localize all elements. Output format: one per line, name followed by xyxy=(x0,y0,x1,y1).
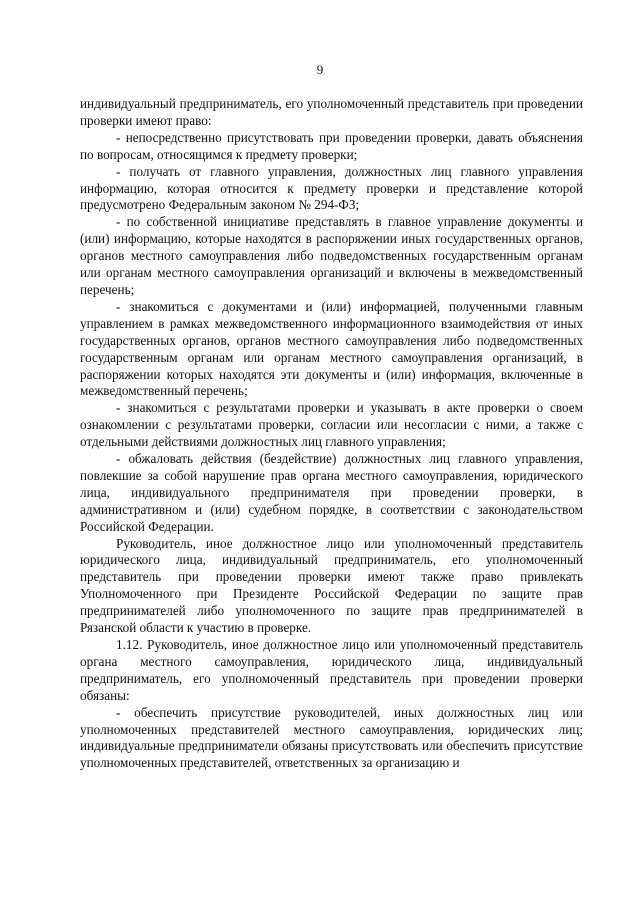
paragraph: - обжаловать действия (бездействие) должностных лиц главного управления, повлекшие за собой нарушение прав органа местного самоуправления, юридического лица, индивидуального предпринимателя при проведении проверки, в административном и (или) судебном порядке, в соответствии с законодательством Российской Федерации. xyxy=(80,451,583,534)
paragraph: Руководитель, иное должностное лицо или уполномоченный представитель юридического лица, индивидуальный предприниматель, его уполномоченный представитель при проведении проверки имеют также право привлекать Уполномоченного при Президенте Российской Федерации по защите прав предпринимателей либо уполномоченного по защите прав предпринимателей в Рязанской области к участию в проверке. xyxy=(80,535,583,636)
document-body xyxy=(80,96,583,772)
paragraph: индивидуальный предприниматель, его уполномоченный представитель при проведении проверки имеют право: xyxy=(80,96,583,128)
paragraph: - по собственной инициативе представлять в главное управление документы и (или) информацию, которые находятся в распоряжении иных государственных органов, органов местного самоуправления либо подведомственных государственным органам или органам местного самоуправления организаций и включены в межведомственный перечень; xyxy=(80,214,583,297)
paragraph: - обеспечить присутствие руководителей, иных должностных лиц или уполномоченных представителей местного самоуправления, юридических лиц; индивидуальные предприниматели обязаны присутствовать или обеспечить присутствие уполномоченных представителей, ответственных за организацию и xyxy=(80,704,583,771)
page-number: 9 xyxy=(316,62,324,77)
paragraph: - знакомиться с документами и (или) информацией, полученными главным управлением в рамках межведомственного информационного взаимодействия от иных государственных органов, органов местного самоуправления либо подведомственных государственным органам или органам местного самоуправления организаций, в распоряжении которых находятся эти документы и (или) информация, включенные в межведомственный перечень; xyxy=(80,298,583,399)
paragraph: - знакомиться с результатами проверки и указывать в акте проверки о своем ознакомлении с результатами проверки, согласии или несогласии с ними, а также с отдельными действиями должностных лиц главного управления; xyxy=(80,400,583,450)
paragraph: - получать от главного управления, должностных лиц главного управления информацию, которая относится к предмету проверки и представление которой предусмотрено Федеральным законом № 294-ФЗ; xyxy=(80,163,583,213)
paragraph: 1.12. Руководитель, иное должностное лицо или уполномоченный представитель органа местного самоуправления, юридического лица, индивидуальный предприниматель, его уполномоченный представитель при проведении проверки обязаны: xyxy=(80,637,583,703)
paragraph: - непосредственно присутствовать при проведении проверки, давать объяснения по вопросам, относящимся к предмету проверки; xyxy=(80,129,583,162)
